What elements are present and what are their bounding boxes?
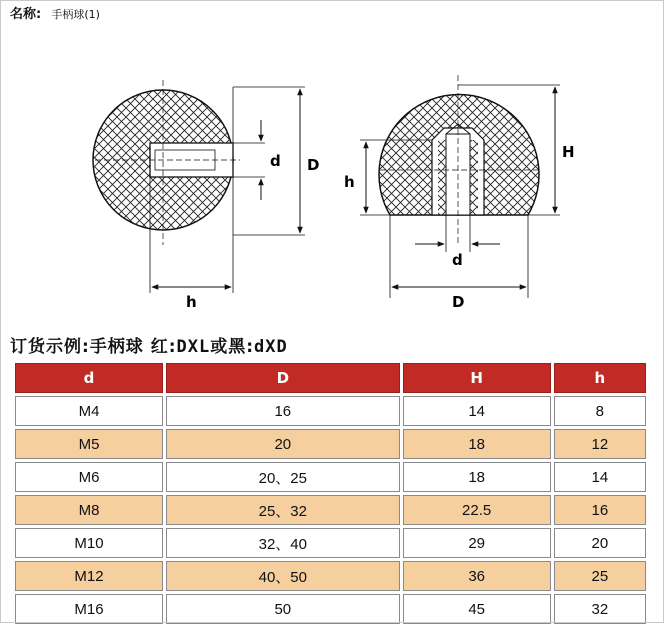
cell-d: M8 <box>15 495 163 525</box>
table-row <box>15 396 646 426</box>
cell-h: 12 <box>554 429 646 459</box>
dim-d-left: d <box>270 152 281 170</box>
left-view <box>93 80 319 311</box>
cell-D: 25、32 <box>166 495 400 525</box>
order-prefix: 订货示例:手柄球 红: <box>10 337 177 357</box>
cell-D: 40、50 <box>166 561 400 591</box>
cell-d: M16 <box>15 594 163 624</box>
dim-D-left: D <box>307 156 320 174</box>
cell-D: 20、25 <box>166 462 400 492</box>
dim-d-right: d <box>452 251 463 269</box>
cell-D: 50 <box>166 594 400 624</box>
cell-h: 20 <box>554 528 646 558</box>
order-middle: 或黑: <box>210 337 255 357</box>
cell-h: 16 <box>554 495 646 525</box>
cell-h: 32 <box>554 594 646 624</box>
dim-D-right: D <box>452 293 465 311</box>
order-code-red: DXL <box>176 337 211 357</box>
cell-D: 20 <box>166 429 400 459</box>
order-example <box>10 332 288 357</box>
col-header-d: d <box>15 363 163 393</box>
cell-H: 29 <box>403 528 551 558</box>
cell-H: 14 <box>403 396 551 426</box>
cell-H: 18 <box>403 429 551 459</box>
cell-d: M6 <box>15 462 163 492</box>
dim-h-right: h <box>344 173 355 191</box>
col-header-D: D <box>166 363 400 393</box>
table-row <box>15 462 646 492</box>
right-view <box>344 75 575 311</box>
col-header-H: H <box>403 363 551 393</box>
cell-D: 16 <box>166 396 400 426</box>
dim-H-right: H <box>562 143 575 161</box>
cell-D: 32、40 <box>166 528 400 558</box>
cell-H: 45 <box>403 594 551 624</box>
table-row <box>15 594 646 624</box>
name-label: 名称: <box>10 7 42 22</box>
order-code-black: dXD <box>254 337 288 357</box>
cell-d: M5 <box>15 429 163 459</box>
col-header-h: h <box>554 363 646 393</box>
table-header-row <box>15 363 646 393</box>
cell-d: M4 <box>15 396 163 426</box>
table-row <box>15 561 646 591</box>
cell-H: 22.5 <box>403 495 551 525</box>
name-value: 手柄球(1) <box>51 8 100 21</box>
cell-H: 18 <box>403 462 551 492</box>
cell-h: 14 <box>554 462 646 492</box>
table-row <box>15 528 646 558</box>
cell-d: M10 <box>15 528 163 558</box>
cell-h: 8 <box>554 396 646 426</box>
dim-h-left: h <box>186 293 197 311</box>
cell-d: M12 <box>15 561 163 591</box>
cell-h: 25 <box>554 561 646 591</box>
cell-H: 36 <box>403 561 551 591</box>
spec-table <box>12 360 649 627</box>
table-row <box>15 495 646 525</box>
table-row <box>15 429 646 459</box>
